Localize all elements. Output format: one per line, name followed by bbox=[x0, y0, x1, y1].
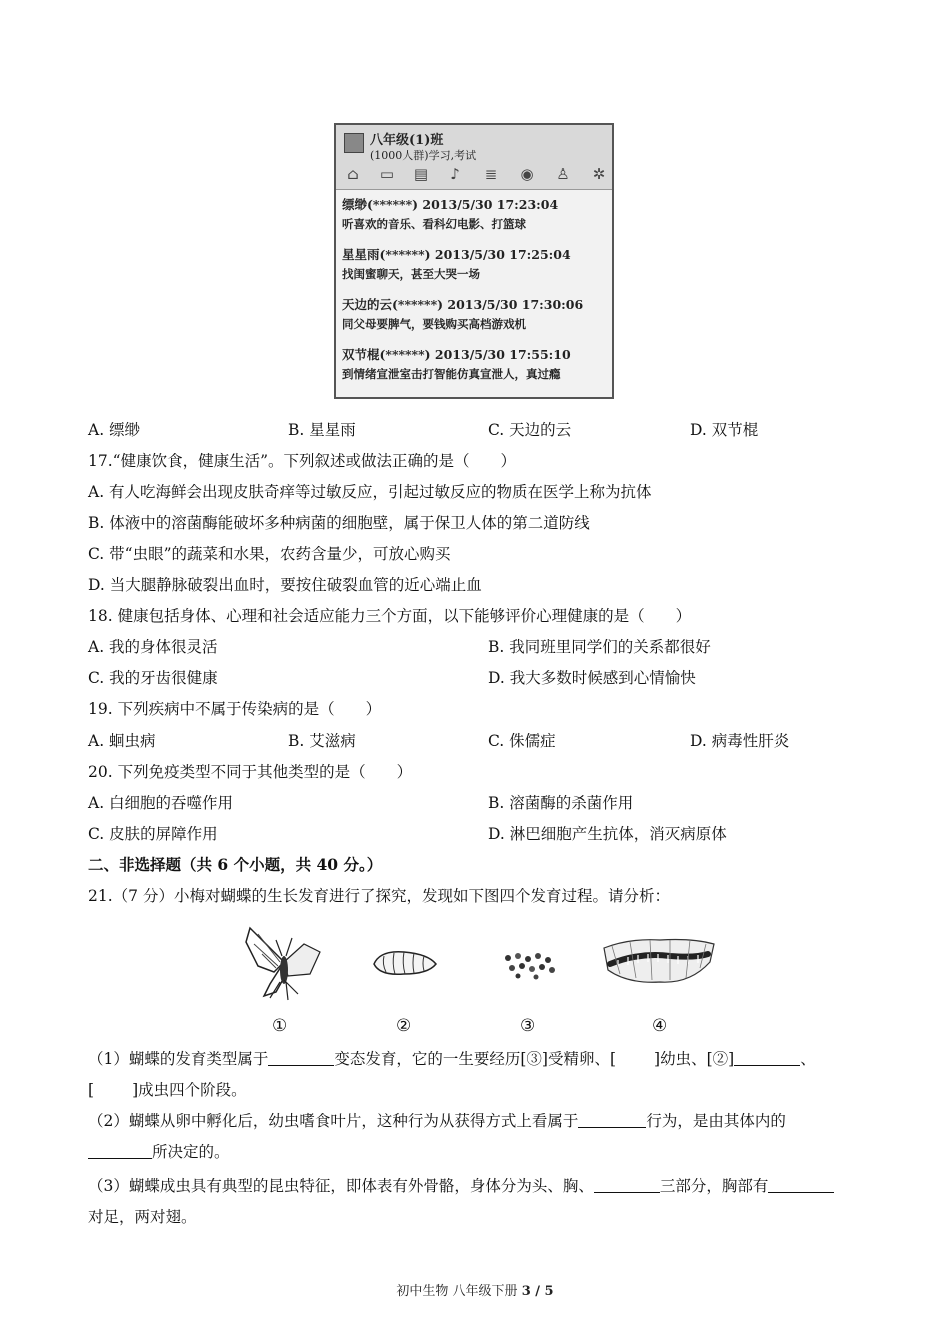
message-icon: ▭ bbox=[379, 165, 395, 183]
q19-option-b: B. 艾滋病 bbox=[288, 732, 356, 750]
chat-header bbox=[336, 125, 612, 190]
q20-option-b: B. 溶菌酶的杀菌作用 bbox=[488, 794, 634, 812]
page-number: 3 / 5 bbox=[521, 1284, 554, 1299]
answer-blank[interactable] bbox=[594, 1176, 660, 1193]
q17-stem: 17.“健康饮食，健康生活”。下列叙述或做法正确的是（ ） bbox=[88, 452, 517, 470]
message-text: 到情绪宣泄室击打智能仿真宣泄人，真过瘾 bbox=[342, 367, 561, 381]
chat-screenshot bbox=[334, 123, 614, 399]
q16-option-d: D. 双节棍 bbox=[690, 421, 759, 439]
message-text: 听喜欢的音乐、看科幻电影、打篮球 bbox=[342, 217, 526, 231]
message-sender: 缥缈(******) 2013/5/30 17:23:04 bbox=[342, 197, 559, 212]
file-icon: ▤ bbox=[413, 165, 429, 183]
q19-option-d: D. 病毒性肝炎 bbox=[690, 732, 790, 750]
answer-blank[interactable] bbox=[268, 1049, 334, 1066]
page-footer: 初中生物 八年级下册 3 / 5 bbox=[396, 1284, 554, 1299]
q21-part3-line1: （3）蝴蝶成虫具有典型的昆虫特征，即体表有外骨骼，身体分为头、胸、 三部分，胸部有 bbox=[88, 1176, 834, 1196]
figure-label-2: ② bbox=[396, 1016, 412, 1036]
user-icon: ♙ bbox=[556, 165, 570, 183]
pupa-figure bbox=[370, 946, 440, 978]
q18-option-c: C. 我的牙齿很健康 bbox=[88, 669, 218, 687]
message-text: 找闺蜜聊天，甚至大哭一场 bbox=[342, 267, 480, 281]
gear-icon: ✲ bbox=[592, 165, 606, 183]
home-icon: ⌂ bbox=[347, 165, 359, 183]
answer-blank[interactable] bbox=[88, 1142, 152, 1159]
figure-label-3: ③ bbox=[520, 1016, 536, 1036]
butterfly-adult-figure bbox=[240, 922, 328, 1002]
q16-option-b: B. 星星雨 bbox=[288, 421, 356, 439]
q21-part1-line2: [ ]成虫四个阶段。 bbox=[88, 1081, 247, 1099]
q20-stem: 20. 下列免疫类型不同于其他类型的是（ ） bbox=[88, 763, 413, 781]
camera-icon: ◉ bbox=[520, 165, 534, 183]
message-text: 同父母要脾气，要钱购买高档游戏机 bbox=[342, 317, 526, 331]
q20-option-d: D. 淋巴细胞产生抗体，消灭病原体 bbox=[488, 825, 727, 843]
chat-toolbar bbox=[342, 165, 610, 185]
q19-option-a: A. 蛔虫病 bbox=[88, 732, 156, 750]
section-heading: 二、非选择题（共 6 个小题，共 40 分。） bbox=[88, 855, 383, 874]
q16-option-a: A. 缥缈 bbox=[88, 421, 141, 439]
chat-subtitle: (1000人群)学习,考试 bbox=[370, 149, 477, 162]
larva-figure bbox=[600, 934, 718, 990]
list-icon: ≣ bbox=[484, 165, 498, 183]
group-avatar-icon bbox=[344, 133, 364, 153]
q20-option-c: C. 皮肤的屏障作用 bbox=[88, 825, 218, 843]
q17-option-a: A. 有人吃海鲜会出现皮肤奇痒等过敏反应，引起过敏反应的物质在医学上称为抗体 bbox=[88, 483, 652, 501]
answer-blank[interactable] bbox=[578, 1111, 646, 1128]
q16-option-c: C. 天边的云 bbox=[488, 421, 572, 439]
q18-stem: 18. 健康包括身体、心理和社会适应能力三个方面，以下能够评价心理健康的是（ ） bbox=[88, 607, 692, 625]
q17-option-b: B. 体液中的溶菌酶能破坏多种病菌的细胞壁，属于保卫人体的第二道防线 bbox=[88, 514, 590, 532]
figure-label-4: ④ bbox=[652, 1016, 668, 1036]
music-icon: ♪ bbox=[450, 165, 460, 183]
q21-part1-line1: （1）蝴蝶的发育类型属于 变态发育，它的一生要经历[③]受精卵、[ ]幼虫、[②] 、 bbox=[88, 1050, 816, 1068]
chat-messages bbox=[336, 190, 612, 384]
q21-part3-line2: 对足，两对翅。 bbox=[88, 1208, 197, 1226]
q21-stem: 21.（7 分）小梅对蝴蝶的生长发育进行了探究，发现如下图四个发育过程。请分析： bbox=[88, 887, 670, 905]
figure-label-1: ① bbox=[272, 1016, 288, 1036]
q18-option-d: D. 我大多数时候感到心情愉快 bbox=[488, 669, 696, 687]
q20-option-a: A. 白细胞的吞噬作用 bbox=[88, 794, 234, 812]
chat-title: 八年级(1)班 bbox=[370, 133, 444, 148]
answer-blank[interactable] bbox=[734, 1049, 800, 1066]
q21-part2-line2: 所决定的。 bbox=[88, 1142, 230, 1162]
message-sender: 双节棍(******) 2013/5/30 17:55:10 bbox=[342, 347, 571, 362]
message-sender: 星星雨(******) 2013/5/30 17:25:04 bbox=[342, 247, 571, 262]
answer-blank[interactable] bbox=[768, 1176, 834, 1193]
eggs-figure bbox=[500, 950, 560, 980]
q17-option-c: C. 带“虫眼”的蔬菜和水果，农药含量少，可放心购买 bbox=[88, 545, 451, 563]
q19-option-c: C. 侏儒症 bbox=[488, 732, 556, 750]
q19-stem: 19. 下列疾病中不属于传染病的是（ ） bbox=[88, 700, 382, 718]
q21-part2-line1: （2）蝴蝶从卵中孵化后，幼虫嗜食叶片，这种行为从获得方式上看属于 行为，是由其体内的 bbox=[88, 1112, 786, 1130]
message-sender: 天边的云(******) 2013/5/30 17:30:06 bbox=[342, 297, 584, 312]
q18-option-a: A. 我的身体很灵活 bbox=[88, 638, 218, 656]
q18-option-b: B. 我同班里同学们的关系都很好 bbox=[488, 638, 711, 656]
q17-option-d: D. 当大腿静脉破裂出血时，要按住破裂血管的近心端止血 bbox=[88, 576, 482, 594]
